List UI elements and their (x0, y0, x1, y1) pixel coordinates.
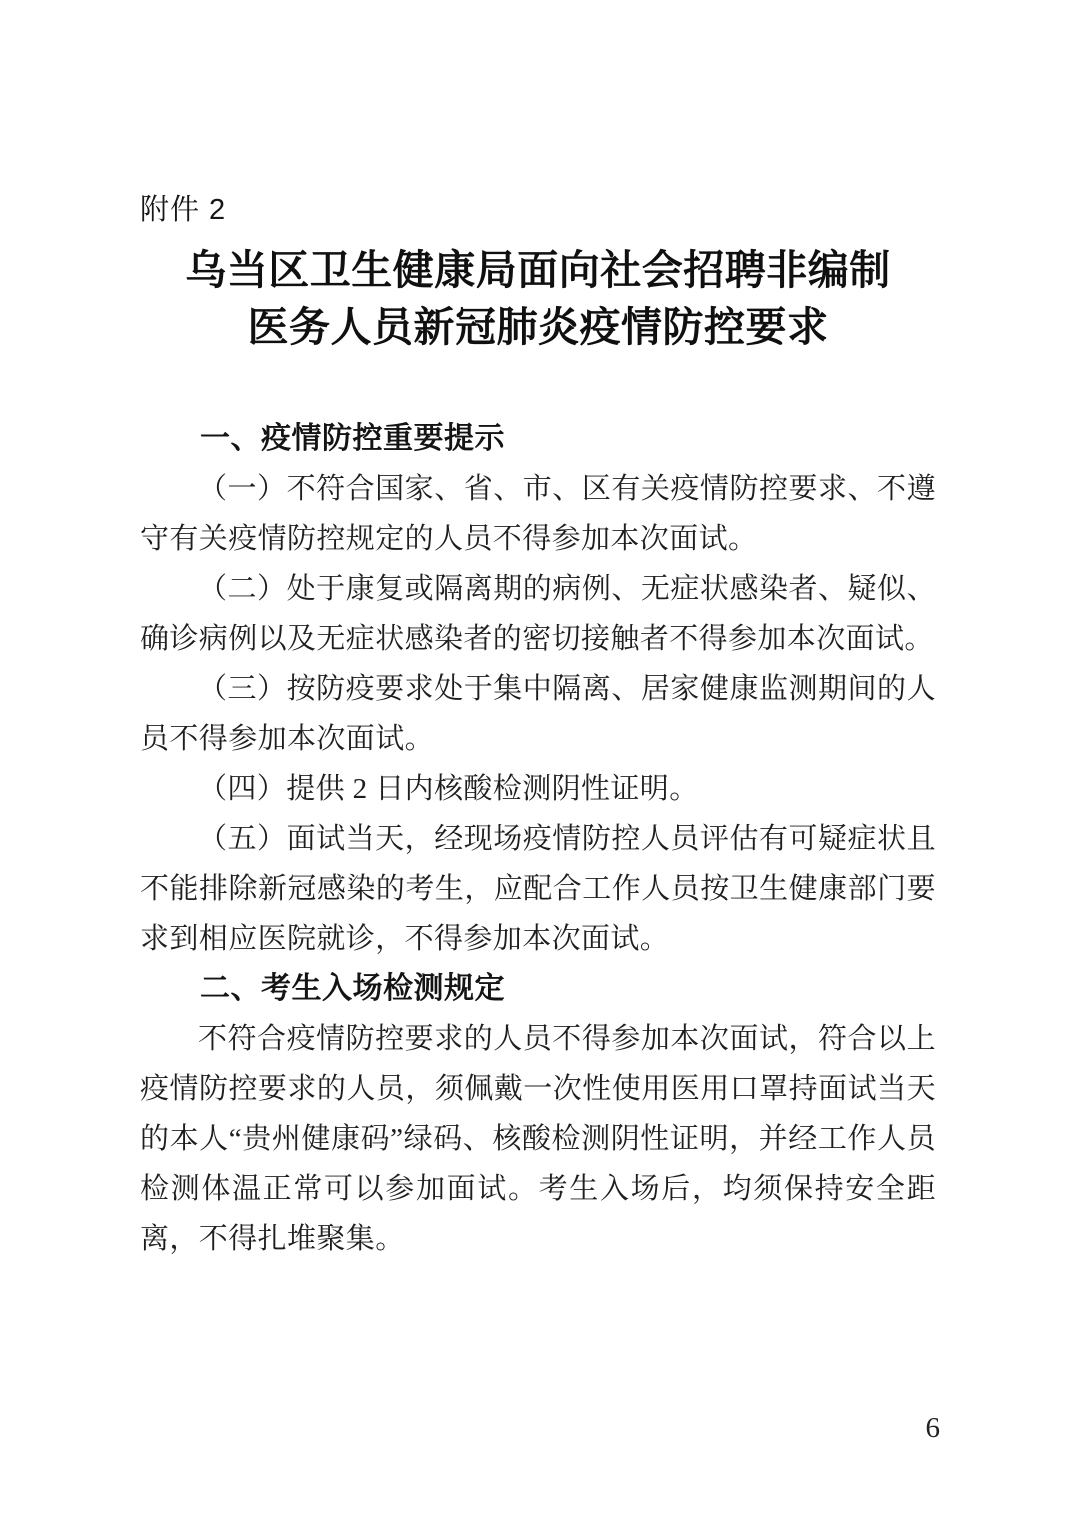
section-1-paragraph-1: （一）不符合国家、省、市、区有关疫情防控要求、不遵守有关疫情防控规定的人员不得参加本次面试。 (140, 473, 936, 555)
section-1-paragraph-2: （二）处于康复或隔离期的病例、无症状感染者、疑似、确诊病例以及无症状感染者的密切接触者不得参加本次面试。 (140, 573, 936, 655)
section-1-paragraph-5: （五）面试当天，经现场疫情防控人员评估有可疑症状且不能排除新冠感染的考生，应配合工作人员按卫生健康部门要求到相应医院就诊，不得参加本次面试。 (140, 823, 936, 955)
document-title-line2: 医务人员新冠肺炎疫情防控要求 (247, 304, 829, 350)
page-number: 6 (925, 1412, 940, 1444)
document-content (140, 0, 936, 1264)
section-2-paragraph-1: 不符合疫情防控要求的人员不得参加本次面试，符合以上疫情防控要求的人员，须佩戴一次性使用医用口罩持面试当天的本人“贵州健康码”绿码、核酸检测阴性证明，并经工作人员检测体温正常可以参加面试。考生入场后，均须保持安全距离，不得扎堆聚集。 (140, 1023, 936, 1255)
section-1-paragraph-4: （四）提供 2 日内核酸检测阴性证明。 (198, 773, 699, 805)
document-title-line1: 乌当区卫生健康局面向社会招聘非编制 (185, 247, 891, 293)
section-1-heading: 一、疫情防控重要提示 (200, 422, 505, 455)
section-2-heading: 二、考生入场检测规定 (200, 972, 505, 1005)
section-1-paragraph-3: （三）按防疫要求处于集中隔离、居家健康监测期间的人员不得参加本次面试。 (140, 673, 936, 755)
document-title (140, 242, 936, 356)
attachment-label: 附件 2 (140, 194, 227, 226)
